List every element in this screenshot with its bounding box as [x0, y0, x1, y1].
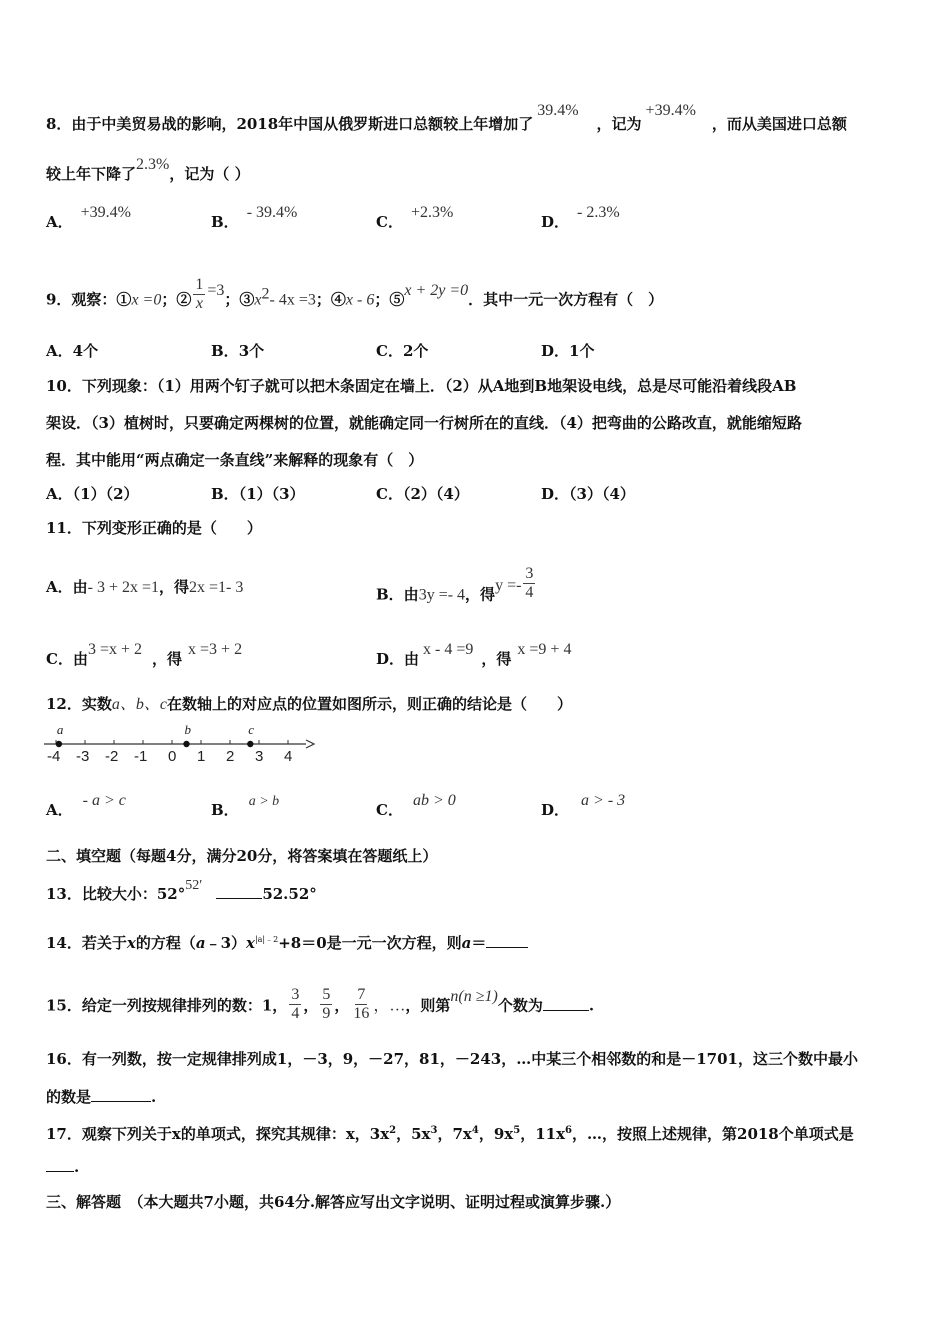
- q15-frac-1: $\frac{3}{4}$: [291, 986, 300, 1022]
- q9-option-b[interactable]: B．3个: [211, 342, 265, 360]
- q10-option-b[interactable]: B．（1）（3）: [211, 485, 305, 503]
- q9-option-d[interactable]: D．1个: [541, 342, 595, 360]
- q12-stem: 12．实数a、b、c在数轴上的对应点的位置如图所示，则正确的结论是（ ）: [46, 695, 572, 713]
- q9-eq1: x =0: [131, 291, 162, 309]
- q11-stem: 11．下列变形正确的是（ ）: [46, 519, 262, 537]
- q8-value-record: +39.4%: [645, 102, 696, 119]
- q8-line1: [46, 102, 847, 135]
- q8-option-c[interactable]: C．+2.3%: [376, 204, 454, 231]
- axis-tick-label: 0: [168, 748, 177, 765]
- q8-value-decrease: 2.3%: [136, 156, 170, 173]
- q16-answer-blank[interactable]: [91, 1100, 151, 1102]
- q10-option-c[interactable]: C．（2）（4）: [376, 485, 469, 503]
- point-label-a: a: [56, 722, 64, 737]
- q10-line3: 程．其中能用“两点确定一条直线”来解释的现象有（ ）: [46, 451, 424, 469]
- q8-option-a[interactable]: A．+39.4%: [46, 204, 131, 231]
- q8-line2: [46, 156, 250, 185]
- q10-line1: 10．下列现象：（1）用两个钉子就可以把木条固定在墙上．（2）从A地到B地架设电线，总是尽可能沿着线段AB: [46, 377, 797, 395]
- section2-title: 二、填空题（每题4分，满分20分，将答案填在答题纸上）: [46, 847, 438, 865]
- axis-tick-label: -3: [76, 748, 90, 765]
- q9-option-c[interactable]: C．2个: [376, 342, 429, 360]
- q17-answer-blank[interactable]: [46, 1170, 74, 1172]
- q9-option-a[interactable]: A．4个: [46, 342, 99, 360]
- q15-n-condition: n(n ≥1): [450, 987, 498, 1005]
- q11-option-d[interactable]: D．由x - 4 =9，得x =9 + 4: [376, 641, 572, 668]
- q12-option-a[interactable]: A．- a > c: [46, 792, 126, 819]
- q8-stem-end: ，而从美国进口总额: [711, 115, 847, 133]
- axis-tick-label: 3: [255, 748, 264, 765]
- axis-tick-label: -4: [47, 748, 61, 765]
- q11-option-c[interactable]: C．由3 =x + 2，得x =3 + 2: [46, 641, 243, 668]
- q11-option-b[interactable]: B．由3y =- 4，得y =- $\frac{3}{4}$: [376, 565, 534, 604]
- axis-tick-label: 2: [226, 748, 235, 765]
- point-a: [56, 741, 62, 747]
- axis-arrow: [306, 740, 314, 748]
- q8-option-b[interactable]: B．- 39.4%: [211, 204, 298, 231]
- q8-value-increase: 39.4%: [537, 102, 579, 119]
- q12-option-c[interactable]: C．ab > 0: [376, 792, 456, 819]
- q16-line1: 16．有一列数，按一定规律排列成1，－3，9，－27，81，－243，…中某三个相邻数的和是－1701，这三个数中最小: [46, 1050, 858, 1068]
- q15-frac-3: $\frac{7}{16}$: [353, 986, 370, 1022]
- point-c: [247, 741, 253, 747]
- q8-question-text: ，记为（ ）: [169, 165, 250, 183]
- q9-eq2-fraction: $\frac{1}{x}$: [195, 276, 204, 312]
- number-line: [44, 724, 314, 774]
- q9-eq4: x - 6: [345, 291, 375, 309]
- q9-line: 9．观察：①x =0；② $\frac{1}{x}$ =3；$③x^2-$ 4x =3；④x - 6；⑤x + 2y =0．其中一元一次方程有（ ）: [46, 276, 664, 312]
- axis-tick-label: 1: [197, 748, 206, 765]
- q13-line: 13．比较大小：52°52′ 52.52°: [46, 878, 317, 903]
- q12-vars: a、b、c: [111, 696, 167, 713]
- q8-record-text: ，记为: [596, 115, 642, 133]
- q11-b-fraction: $\frac{3}{4}$: [525, 565, 534, 601]
- axis-tick-label: 4: [284, 748, 293, 765]
- point-b: [183, 741, 189, 747]
- q12-option-d[interactable]: D．a > - 3: [541, 792, 626, 819]
- point-label-b: b: [184, 722, 191, 737]
- q16-line2: 的数是 .: [46, 1088, 157, 1106]
- q12-option-b[interactable]: B． a > b: [211, 794, 280, 819]
- q17-line2: .: [46, 1157, 79, 1177]
- q10-option-a[interactable]: A．（1）（2）: [46, 485, 139, 503]
- section3-title: 三、解答题 （本大题共7小题，共64分.解答应写出文字说明、证明过程或演算步骤.）: [46, 1193, 621, 1211]
- q9-eq5: x + 2y =0: [404, 281, 469, 299]
- q13-answer-blank[interactable]: [216, 897, 262, 899]
- axis-tick-label: -2: [105, 748, 119, 765]
- q14-line: 14．若关于x的方程$(a﹣3)x^{|a|﹣2}+8=0$是一元一次方程，则a＝: [46, 930, 528, 953]
- q8-line2-text: 较上年下降了: [46, 165, 137, 183]
- q15-frac-2: $\frac{5}{9}$: [322, 986, 331, 1022]
- q8-stem-text: 8．由于中美贸易战的影响，2018年中国从俄罗斯进口总额较上年增加了: [46, 115, 534, 133]
- q17-line1: 17．观察下列关于x的单项式，探究其规律：x，$3x^2$，$5x^3$，$7x^4$，$9x^5$，$11x^6$，…，按照上述规律，第2018个单项式是: [46, 1125, 854, 1143]
- q10-line2: 架设．（3）植树时，只要确定两棵树的位置，就能确定同一行树所在的直线．（4）把弯曲的公路改直，就能缩短路: [46, 414, 802, 432]
- point-label-c: c: [248, 722, 255, 737]
- q15-answer-blank[interactable]: [543, 1009, 589, 1011]
- q10-option-d[interactable]: D．（3）（4）: [541, 485, 635, 503]
- q15-line: 15．给定一列按规律排列的数：1， $\frac{3}{4}$ ， $\frac{5}{9}$ ， $\frac{7}{16}$ ，…，则第n(n ≥1)个数为 .: [46, 986, 595, 1022]
- axis-tick-label: -1: [134, 748, 148, 765]
- q9-eq3: x: [254, 291, 262, 309]
- q9-eq2-tail: =3: [207, 281, 225, 299]
- q11-option-a[interactable]: A．由- 3 + 2x =1，得2x =1- 3: [46, 578, 244, 596]
- q8-option-d[interactable]: D．- 2.3%: [541, 204, 620, 231]
- q14-answer-blank[interactable]: [486, 946, 528, 948]
